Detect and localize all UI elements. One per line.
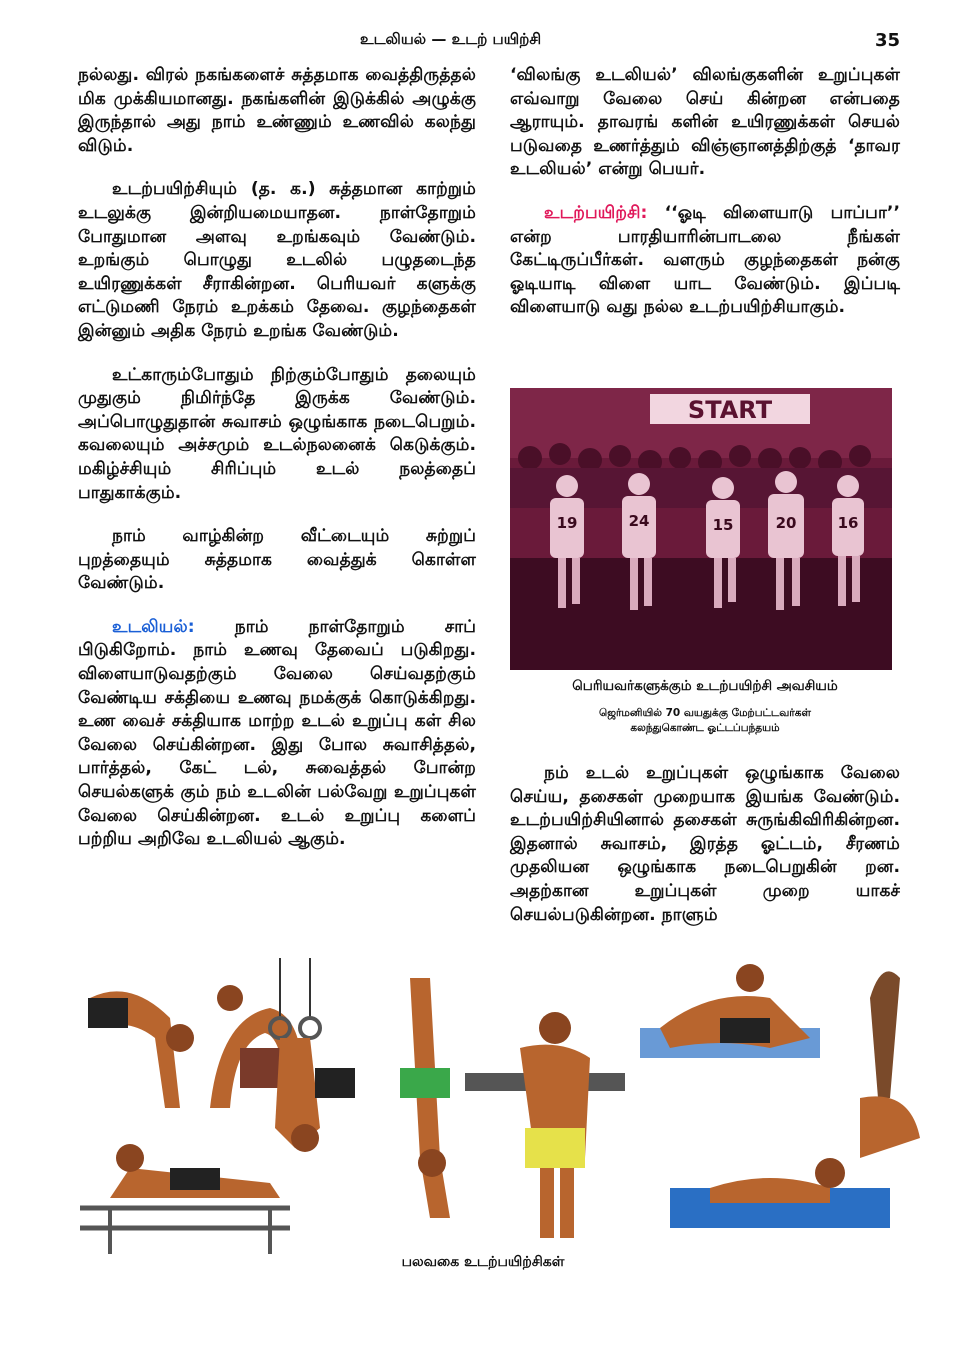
figure-handstand xyxy=(400,978,450,1218)
running-title: உடலியல் — உடற் பயிற்சி xyxy=(360,30,542,48)
exercise-body: ‘‘ஓடி விளையாடு பாப்பா’’ என்ற பாரதியாரின்பாடலை நீங்கள் கேட்டிருப்பீர்கள். வளரும் குழந்தைகள் நன்கு ஓடியாடி விளை யாட வேண்டும். இப்படி விளையாடு வது நல்ல உடற்பயிற்சியாகும். xyxy=(510,202,900,318)
right-column-top xyxy=(510,64,900,340)
exercise-illustration xyxy=(70,958,930,1254)
indian-club xyxy=(870,971,900,1098)
right-column-bottom xyxy=(510,762,900,947)
paragraph-nails: நல்லது. விரல் நகங்களைச் சுத்தமாக வைத்திருத்தல் மிக முக்கியமானது. நகங்களின் இடுக்கில் அழுக்கு இருந்தால் அது நாம் உண்ணும் உணவில் கலந்து விடும். xyxy=(78,65,476,156)
photo-caption: பெரியவர்களுக்கும் உடற்பயிற்சி அவசியம் xyxy=(572,678,838,694)
figure-parallel-bars xyxy=(80,1144,290,1254)
paragraph-animal-plant-physiology: ‘விலங்கு உடலியல்’ விலங்குகளின் உறுப்புகள் எவ்வாறு வேலை செய் கின்றன என்பதை ஆராயும். தாவரங் களின் உயிரணுக்கள் செயல் படுவதை உணர்த்தும் விஞ்ஞானத்திற்குத் ‘தாவர உடலியல்’ என்று பெயர். xyxy=(510,65,900,180)
figure-rings xyxy=(270,958,355,1152)
paragraph-exercise-sleep: உடற்பயிற்சியும் (த. க.) சுத்தமான காற்றும் உடலுக்கு இன்றியமையாதன. நாள்தோறும் போதுமான அளவு உறங்கவும் வேண்டும். உறங்கும் பொழுது உடலில் பழுதடைந்த உயிரணுக்கள் சீராகின்றன. பெரியவர் களுக்கு எட்டுமணி நேரம் உறக்கம் தேவை. குழந்தைகள் இன்னும் அதிக நேரம் உறங்க வேண்டும். xyxy=(78,179,476,341)
heading-physiology: உடலியல்: xyxy=(112,616,195,637)
figure-club xyxy=(860,971,920,1158)
start-banner-text: START xyxy=(687,396,773,424)
figure-bending xyxy=(88,991,194,1108)
left-column xyxy=(78,64,476,872)
figure-raft xyxy=(640,964,820,1058)
paragraph-posture: உட்காரும்போதும் நிற்கும்போதும் தலையும் முதுகும் நிமிர்ந்தே இருக்க வேண்டும். அப்பொழுதுதான் சுவாசம் ஒழுங்காக நடைபெறும். கவலையும் அச்சமும் உடல்நலனைக் கெடுக்கும். மகிழ்ச்சியும் சிரிப்பும் உடல் நலத்தைப் பாதுகாக்கும். xyxy=(78,364,476,503)
paragraph-muscles: நம் உடல் உறுப்புகள் ஒழுங்காக வேலை செய்ய, தசைகள் முறையாக இயங்க வேண்டும். உடற்பயிற்சியினால் தசைகள் சுருங்கிவிரிகின்றன. இதனால் சுவாசம், இரத்த ஓட்டம், சீரணம் முதலியன ஒழுங்காக நடைபெறுகின் றன. அதற்கான உறுப்புகள் முறை யாகச் செயல்படுகின்றன. நாளும் xyxy=(510,763,900,925)
photo-subcaption xyxy=(500,706,910,736)
heading-exercise: உடற்பயிற்சி: xyxy=(544,202,648,223)
marathon-photo xyxy=(510,388,892,670)
marathon-photo-graphic xyxy=(510,388,892,670)
photo-subcaption-line1: ஜெர்மனியில் 70 வயதுக்கு மேற்பட்டவர்கள் xyxy=(599,707,811,719)
paragraph-surroundings: நாம் வாழ்கின்ற வீட்டையும் சுற்றுப் புறத்தையும் சுத்தமாக வைத்துக் கொள்ள வேண்டும். xyxy=(78,526,476,594)
paragraph-physiology xyxy=(78,616,476,852)
bib-1: 19 xyxy=(556,514,578,532)
paragraph-exercise xyxy=(510,202,900,320)
photo-subcaption-line2: கலந்துகொண்ட ஓட்டப்பந்தயம் xyxy=(630,722,780,734)
ring-right xyxy=(300,1018,320,1038)
figure-expander xyxy=(465,1012,625,1238)
illustration-caption: பலவகை உடற்பயிற்சிகள் xyxy=(401,1254,565,1270)
bib-5: 16 xyxy=(837,514,859,532)
bib-4: 20 xyxy=(775,514,797,532)
exercise-illustration-graphic xyxy=(70,958,930,1254)
bib-2: 24 xyxy=(628,512,650,530)
bib-3: 15 xyxy=(712,516,734,534)
figure-swimmer xyxy=(670,1158,890,1228)
page-header xyxy=(0,30,966,54)
physiology-body: நாம் நாள்தோறும் சாப் பிடுகிறோம். நாம் உணவு தேவைப் படுகிறது. விளையாடுவதற்கும் வேலை செய்வதற்கும் வேண்டிய சக்தியை உணவு நமக்குக் கொடுக்கிறது. உண வைச் சக்தியாக மாற்ற உடல் உறுப்பு கள் சில வேலை செய்கின்றன. இது போல சுவாசித்தல், பார்த்தல், கேட் டல், சுவைத்தல் போன்ற செயல்களுக் கும் நம் உடலின் பல்வேறு உறுப்புகள் வேலை செய்கின்றன. உடல் உறுப்பு களைப் பற்றிய அறிவே உடலியல் ஆகும். xyxy=(78,616,476,850)
page-number: 35 xyxy=(874,30,900,51)
